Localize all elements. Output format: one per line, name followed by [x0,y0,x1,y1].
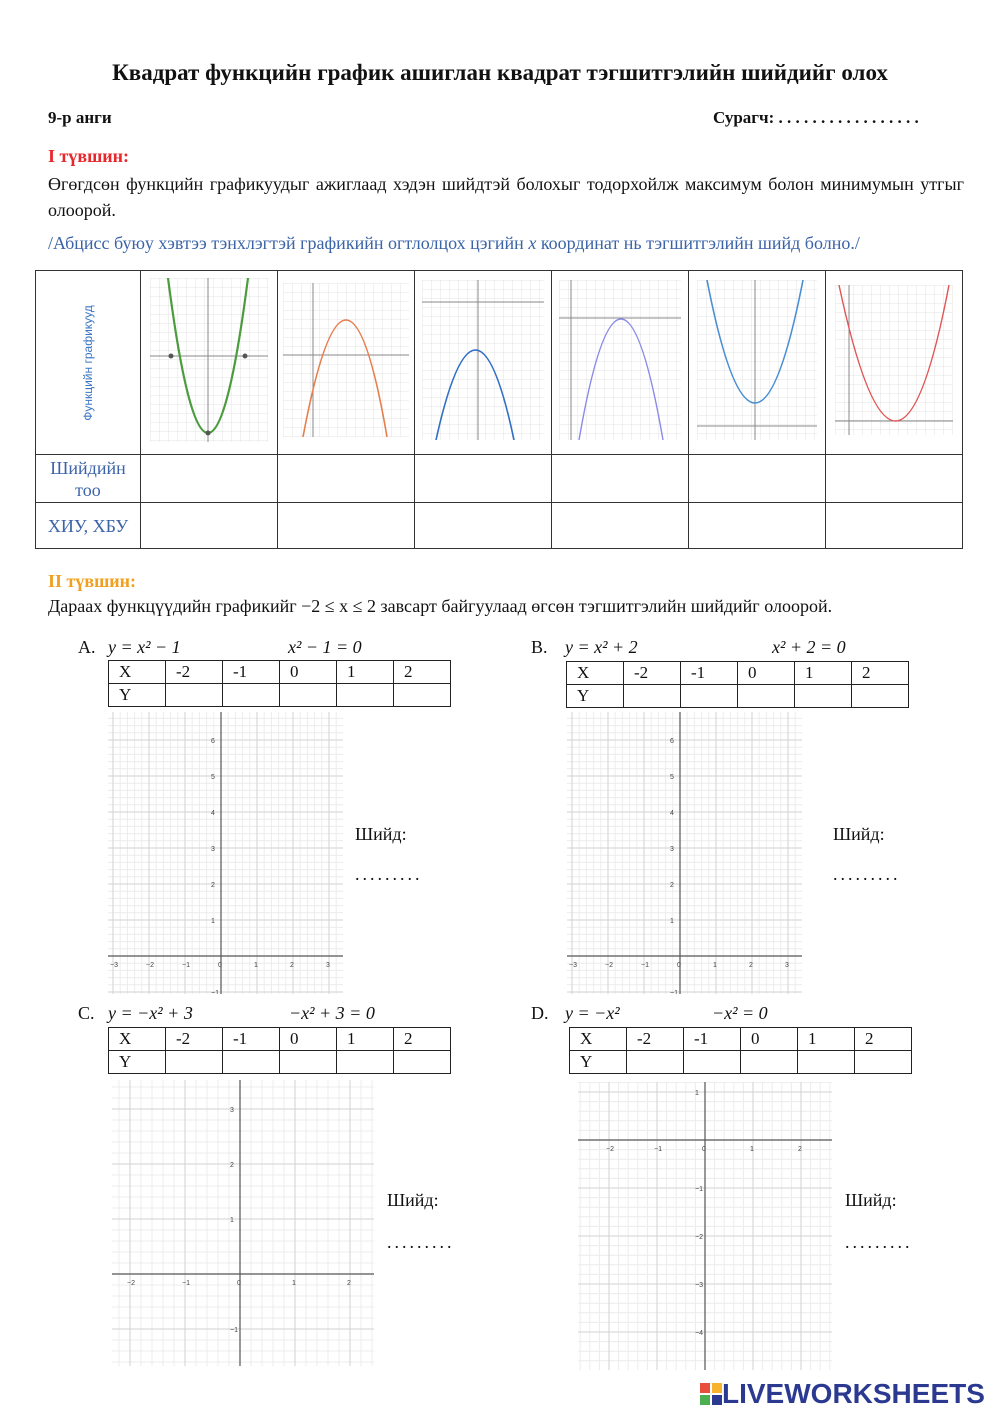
problem-b-function: y = x² + 2 [565,637,638,657]
x-value: 0 [280,661,337,684]
problem-c-value-table [108,1027,451,1074]
student-name-line[interactable]: Сурагч: . . . . . . . . . . . . . . . . . [713,108,919,127]
problem-a-solution-label: Шийд: [355,824,407,844]
x-header: X [109,661,166,684]
answer-cell[interactable] [415,455,552,503]
x-value: 1 [795,662,852,685]
svg-text:4: 4 [211,810,215,817]
graph-thumb-3 [422,280,544,440]
y-input[interactable] [223,1051,280,1074]
liveworksheets-logo [700,1378,985,1410]
svg-text:−1: −1 [641,962,649,969]
y-input[interactable] [223,684,280,707]
x-value: 1 [337,1028,394,1051]
problem-b-grid[interactable] [567,712,802,994]
answer-cell[interactable] [689,455,826,503]
extreme-value-label: ХИУ, ХБУ [36,503,141,549]
answer-cell[interactable] [278,455,415,503]
problem-c-function: y = −x² + 3 [108,1003,193,1023]
logo-icon [700,1383,722,1405]
svg-text:−1: −1 [695,1186,703,1193]
answer-cell[interactable] [826,455,963,503]
x-header: X [570,1028,627,1051]
y-input[interactable] [738,685,795,708]
problem-c-solution-label: Шийд: [387,1190,439,1210]
graph-cell-6 [826,271,963,455]
x-value: -1 [684,1028,741,1051]
svg-text:−1: −1 [182,1280,190,1287]
svg-text:1: 1 [292,1280,296,1287]
x-header: X [567,662,624,685]
logo-text: LIVEWORKSHEETS [722,1378,985,1409]
x-value: -2 [166,1028,223,1051]
svg-text:−1: −1 [230,1327,238,1334]
problem-a-solution-input[interactable]: ......... [355,864,423,884]
problem-b-solution-label: Шийд: [833,824,885,844]
svg-text:4: 4 [670,810,674,817]
problem-d-letter: D. [531,1003,549,1023]
svg-text:0: 0 [237,1280,241,1287]
svg-text:2: 2 [798,1146,802,1153]
problem-b-value-table [566,661,909,708]
y-input[interactable] [337,684,394,707]
problem-d-value-table [569,1027,912,1074]
svg-text:2: 2 [670,882,674,889]
svg-text:−3: −3 [569,962,577,969]
solution-count-label: Шийдийн тоо [36,455,141,503]
svg-text:3: 3 [230,1107,234,1114]
y-header: Y [570,1051,627,1074]
x-header: X [109,1028,166,1051]
svg-text:−2: −2 [695,1234,703,1241]
x-value: -1 [223,661,280,684]
y-input[interactable] [624,685,681,708]
graph-cell-4 [552,271,689,455]
svg-text:5: 5 [211,774,215,781]
problem-b-equation: x² + 2 = 0 [772,637,846,657]
svg-text:2: 2 [211,882,215,889]
svg-text:1: 1 [713,962,717,969]
y-header: Y [567,685,624,708]
graph-cell-2 [278,271,415,455]
problem-d-solution-label: Шийд: [845,1190,897,1210]
y-input[interactable] [798,1051,855,1074]
x-value: 1 [337,661,394,684]
level2-heading: II түвшин: [48,571,137,591]
svg-text:1: 1 [211,918,215,925]
graphs-label: Функцийн графикууд [81,305,95,421]
svg-text:−3: −3 [110,962,118,969]
problem-a-letter: A. [78,637,96,657]
graph-thumb-1 [150,278,268,442]
svg-text:−2: −2 [146,962,154,969]
problem-b-letter: B. [531,637,548,657]
problem-d-equation: −x² = 0 [712,1003,768,1023]
svg-text:−1: −1 [211,990,219,994]
y-header: Y [109,684,166,707]
x-value: 2 [852,662,909,685]
y-header: Y [109,1051,166,1074]
graph-thumb-6 [835,285,953,435]
svg-text:2: 2 [749,962,753,969]
svg-text:−1: −1 [182,962,190,969]
x-value: 1 [798,1028,855,1051]
grade-label: 9-р анги [48,108,112,127]
svg-text:−4: −4 [695,1330,703,1337]
graph-cell-5 [689,271,826,455]
svg-text:3: 3 [326,962,330,969]
problem-c-letter: C. [78,1003,95,1023]
x-value: -1 [681,662,738,685]
answer-cell[interactable] [278,503,415,549]
y-input[interactable] [166,1051,223,1074]
y-input[interactable] [337,1051,394,1074]
answer-cell[interactable] [415,503,552,549]
answer-cell[interactable] [552,503,689,549]
problem-a-function: y = x² − 1 [108,637,181,657]
svg-text:0: 0 [218,962,222,969]
problem-c-grid[interactable] [112,1080,374,1366]
problem-d-grid[interactable] [578,1082,832,1370]
graph-thumb-4 [559,280,681,440]
y-input[interactable] [681,685,738,708]
svg-text:0: 0 [677,962,681,969]
y-input[interactable] [280,1051,337,1074]
problem-c-solution-input[interactable]: ......... [387,1232,455,1252]
answer-cell[interactable] [689,503,826,549]
graph-cell-1 [141,271,278,455]
svg-text:−1: −1 [670,990,678,994]
problem-a-grid[interactable] [108,712,343,994]
answer-cell[interactable] [141,503,278,549]
y-input[interactable] [280,684,337,707]
svg-text:3: 3 [785,962,789,969]
svg-text:6: 6 [670,738,674,745]
x-value: -2 [166,661,223,684]
answer-cell[interactable] [141,455,278,503]
x-value: 0 [280,1028,337,1051]
svg-text:1: 1 [670,918,674,925]
level1-instruction: Өгөгдсөн функцийн графикуудыг ажиглаад хэдэн шийдтэй болохыг тодорхойлж максимум болон минимумын утгыг олоорой. [48,174,964,220]
y-input[interactable] [855,1051,912,1074]
y-input[interactable] [741,1051,798,1074]
x-value: 2 [855,1028,912,1051]
problem-a-equation: x² − 1 = 0 [288,637,362,657]
problem-c-equation: −x² + 3 = 0 [289,1003,375,1023]
x-value: 0 [741,1028,798,1051]
svg-text:1: 1 [750,1146,754,1153]
svg-text:2: 2 [347,1280,351,1287]
problem-d-function: y = −x² [565,1003,620,1023]
svg-text:1: 1 [230,1217,234,1224]
problem-b-solution-input[interactable]: ......... [833,864,901,884]
svg-text:−1: −1 [654,1146,662,1153]
svg-text:2: 2 [230,1162,234,1169]
y-input[interactable] [394,684,451,707]
y-input[interactable] [795,685,852,708]
svg-text:2: 2 [290,962,294,969]
x-value: 2 [394,1028,451,1051]
level1-note: /Абцисс буюу хэвтээ тэнхлэгтэй графикийн огтлолцох цэгийн x координат нь тэгшитгэлийн шийд болно./ [48,233,860,253]
svg-text:3: 3 [211,846,215,853]
graph-thumb-2 [283,283,409,437]
svg-text:6: 6 [211,738,215,745]
answer-cell[interactable] [552,455,689,503]
answer-cell[interactable] [826,503,963,549]
y-input[interactable] [684,1051,741,1074]
svg-text:1: 1 [695,1090,699,1097]
x-value: -2 [624,662,681,685]
graph-cell-3 [415,271,552,455]
svg-text:3: 3 [670,846,674,853]
svg-text:−2: −2 [605,962,613,969]
svg-text:0: 0 [702,1146,706,1153]
x-value: -1 [223,1028,280,1051]
level1-heading: I түвшин: [48,146,129,166]
graph-thumb-5 [697,280,817,440]
page-title: Квадрат функцийн график ашиглан квадрат тэгшитгэлийн шийдийг олох [112,60,888,85]
level1-table [35,270,963,549]
problem-d-solution-input[interactable]: ......... [845,1232,913,1252]
level2-instruction: Дараах функцүүдийн графикийг −2 ≤ x ≤ 2 завсарт байгуулаад өгсөн тэгшитгэлийн шийдийг олоорой. [48,596,833,616]
svg-text:5: 5 [670,774,674,781]
y-input[interactable] [394,1051,451,1074]
x-value: -2 [627,1028,684,1051]
svg-text:−3: −3 [695,1282,703,1289]
y-input[interactable] [852,685,909,708]
svg-text:−2: −2 [127,1280,135,1287]
graphs-column-header [36,271,141,455]
svg-text:1: 1 [254,962,258,969]
x-value: 2 [394,661,451,684]
x-value: 0 [738,662,795,685]
y-input[interactable] [627,1051,684,1074]
problem-a-value-table [108,660,451,707]
svg-text:−2: −2 [606,1146,614,1153]
y-input[interactable] [166,684,223,707]
